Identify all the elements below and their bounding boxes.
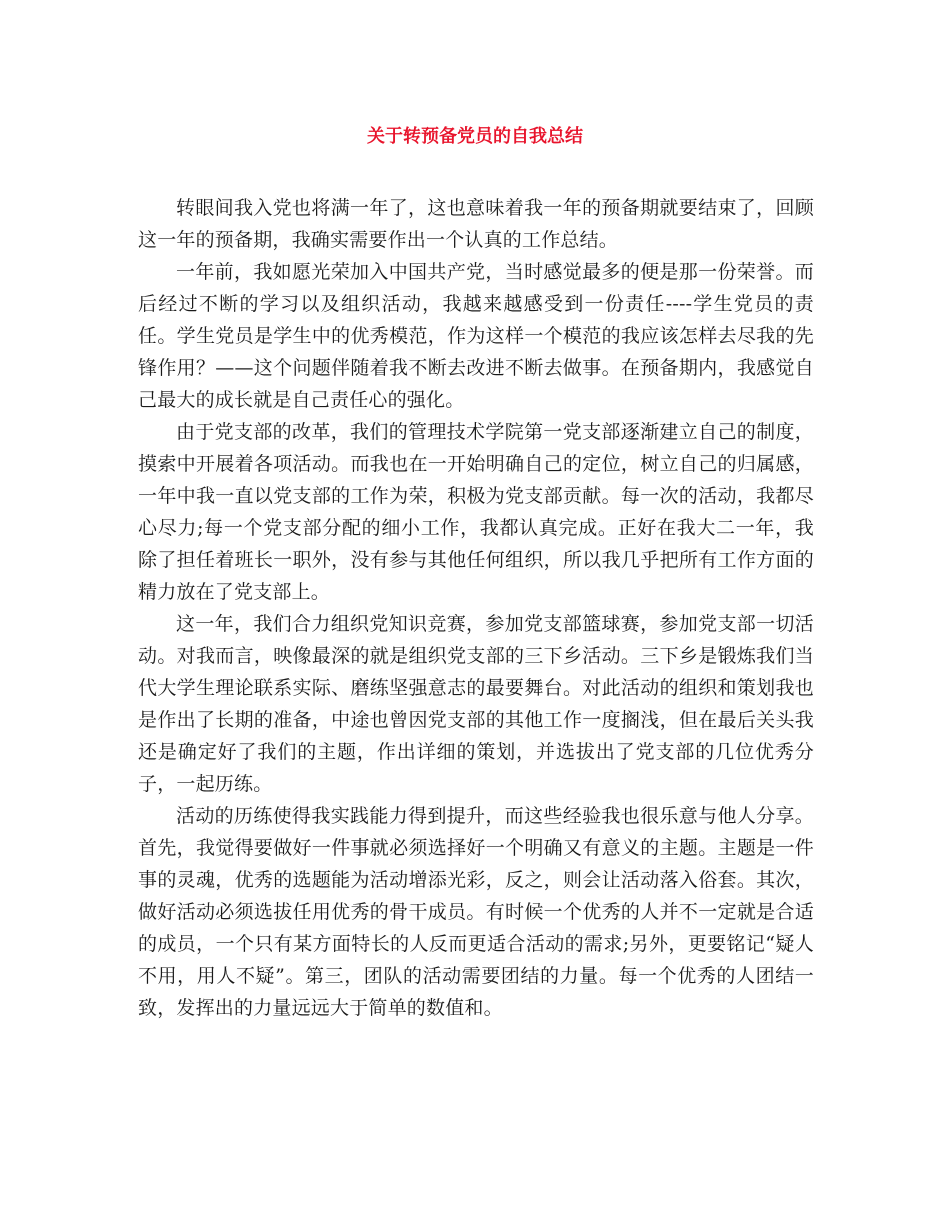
- paragraph-1: 转眼间我入党也将满一年了，这也意味着我一年的预备期就要结束了，回顾这一年的预备期，我确实需要作出一个认真的工作总结。: [138, 197, 814, 251]
- paragraph-4: 这一年，我们合力组织党知识竞赛，参加党支部篮球赛，参加党支部一切活动。对我而言，映像最深的就是组织党支部的三下乡活动。三下乡是锻炼我们当代大学生理论联系实际、磨练坚强意志的最要舞台。对此活动的组织和策划我也是作出了长期的准备，中途也曾因党支部的其他工作一度搁浅，但在最后关头我还是确定好了我们的主题，作出详细的策划，并选拔出了党支部的几位优秀分子，一起历练。: [138, 613, 814, 795]
- document-title: 关于转预备党员的自我总结: [367, 126, 583, 147]
- paragraph-2: 一年前，我如愿光荣加入中国共产党，当时感觉最多的便是那一份荣誉。而后经过不断的学习以及组织活动，我越来越感受到一份责任----学生党员的责任。学生党员是学生中的优秀模范，作为这样一个模范的我应该怎样去尽我的先锋作用？——这个问题伴随着我不断去改进不断去做事。在预备期内，我感觉自己最大的成长就是自己责任心的强化。: [138, 261, 814, 411]
- document-body: [138, 192, 814, 1024]
- paragraph-5: 活动的历练使得我实践能力得到提升，而这些经验我也很乐意与他人分享。首先，我觉得要做好一件事就必须选择好一个明确又有意义的主题。主题是一件事的灵魂，优秀的选题能为活动增添光彩，反之，则会让活动落入俗套。其次，做好活动必须选拔任用优秀的骨干成员。有时候一个优秀的人并不一定就是合适的成员，一个只有某方面特长的人反而更适合活动的需求;另外，更要铭记“疑人不用，用人不疑”。第三，团队的活动需要团结的力量。每一个优秀的人团结一致，发挥出的力量远远大于简单的数值和。: [138, 805, 814, 1019]
- paragraph-3: 由于党支部的改革，我们的管理技术学院第一党支部逐渐建立自己的制度，摸索中开展着各项活动。而我也在一开始明确自己的定位，树立自己的归属感，一年中我一直以党支部的工作为荣，积极为党支部贡献。每一次的活动，我都尽心尽力;每一个党支部分配的细小工作，我都认真完成。正好在我大二一年，我除了担任着班长一职外，没有参与其他任何组织，所以我几乎把所有工作方面的精力放在了党支部上。: [138, 421, 814, 603]
